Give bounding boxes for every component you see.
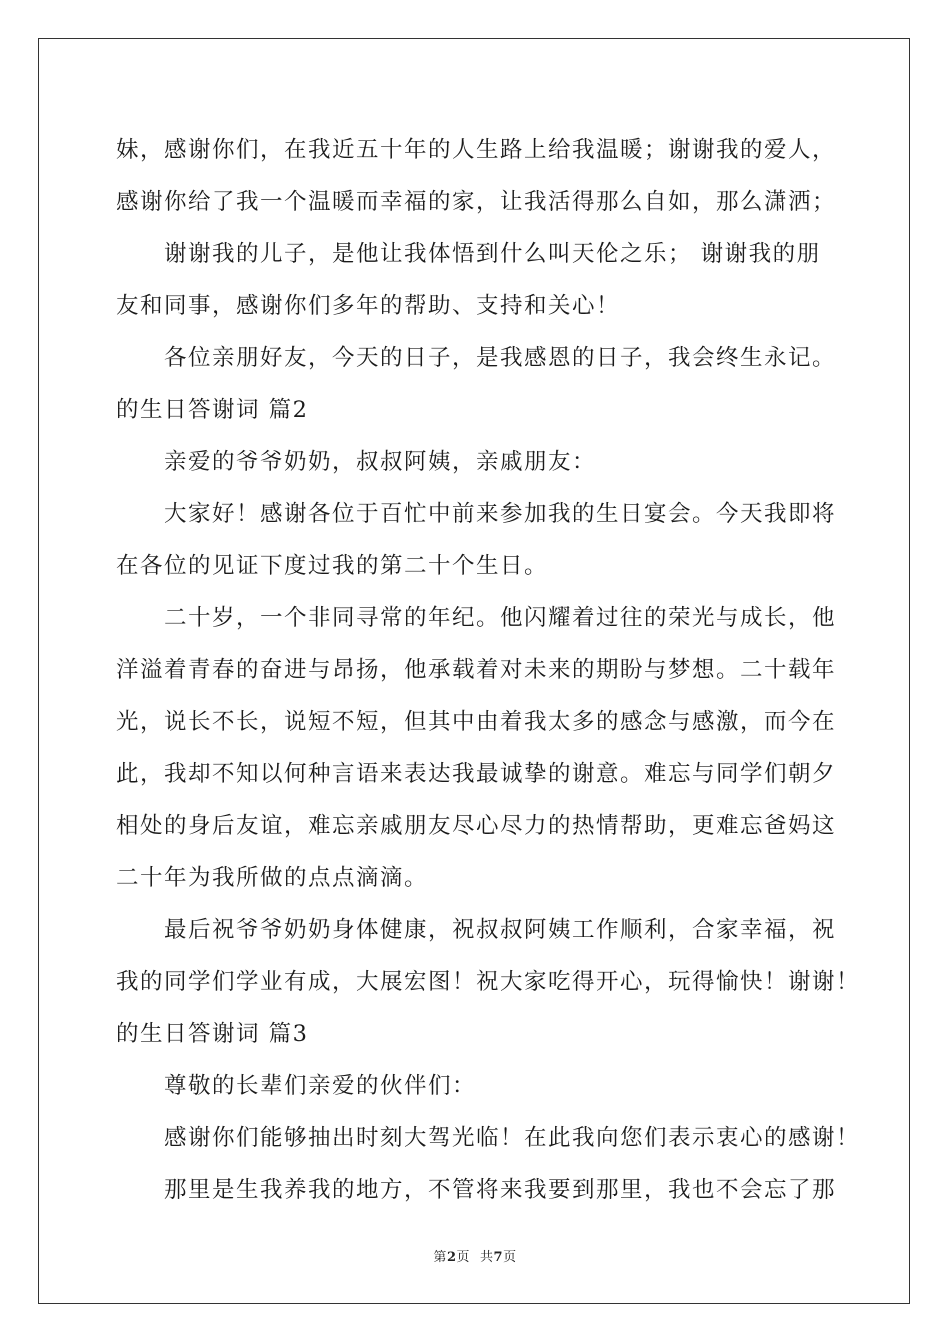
page-prefix: 第 bbox=[433, 1250, 447, 1265]
text-line-9: 在各位的见证下度过我的第二十个生日。 bbox=[116, 553, 549, 579]
total-suffix: 页 bbox=[503, 1250, 517, 1265]
text-line-1: 妹，感谢你们，在我近五十年的人生路上给我温暖；谢谢我的爱人， bbox=[116, 137, 837, 163]
page-total: 7 bbox=[493, 1250, 504, 1265]
text-line-8: 大家好！感谢各位于百忙中前来参加我的生日宴会。今天我即将 bbox=[164, 501, 837, 527]
text-line-14: 相处的身后友谊，难忘亲戚朋友尽心尽力的热情帮助，更难忘爸妈这 bbox=[116, 813, 837, 839]
section-heading-3: 的生日答谢词 篇3 bbox=[116, 1021, 309, 1047]
text-line-19: 尊敬的长辈们亲爱的伙伴们： bbox=[164, 1073, 477, 1099]
text-line-4: 友和同事，感谢你们多年的帮助、支持和关心！ bbox=[116, 293, 621, 319]
text-line-7: 亲爱的爷爷奶奶，叔叔阿姨，亲戚朋友： bbox=[164, 449, 597, 475]
text-line-12: 光，说长不长，说短不短，但其中由着我太多的感念与感激，而今在 bbox=[116, 709, 837, 735]
text-line-16: 最后祝爷爷奶奶身体健康，祝叔叔阿姨工作顺利，合家幸福，祝 bbox=[164, 917, 837, 943]
text-line-2: 感谢你给了我一个温暖而幸福的家，让我活得那么自如，那么潇洒； bbox=[116, 189, 837, 215]
page-suffix: 页 bbox=[456, 1250, 470, 1265]
text-line-3: 谢谢我的儿子，是他让我体悟到什么叫天伦之乐； 谢谢我的朋 bbox=[164, 241, 821, 267]
text-line-15: 二十年为我所做的点点滴滴。 bbox=[116, 865, 429, 891]
page-current: 2 bbox=[446, 1250, 457, 1265]
document-body bbox=[116, 124, 861, 1216]
text-line-17: 我的同学们学业有成，大展宏图！祝大家吃得开心，玩得愉快！谢谢！ bbox=[116, 969, 861, 995]
section-heading-2: 的生日答谢词 篇2 bbox=[116, 397, 309, 423]
text-line-5: 各位亲朋好友，今天的日子，是我感恩的日子，我会终生永记。 bbox=[164, 345, 837, 371]
text-line-13: 此，我却不知以何种言语来表达我最诚挚的谢意。难忘与同学们朝夕 bbox=[116, 761, 837, 787]
page-footer bbox=[0, 1246, 950, 1265]
text-line-20: 感谢你们能够抽出时刻大驾光临！在此我向您们表示衷心的感谢！ bbox=[164, 1125, 861, 1151]
text-line-21: 那里是生我养我的地方，不管将来我要到那里，我也不会忘了那 bbox=[164, 1177, 837, 1203]
text-line-10: 二十岁，一个非同寻常的年纪。他闪耀着过往的荣光与成长，他 bbox=[164, 605, 837, 631]
total-prefix: 共 bbox=[480, 1250, 494, 1265]
text-line-11: 洋溢着青春的奋进与昂扬，他承载着对未来的期盼与梦想。二十载年 bbox=[116, 657, 837, 683]
